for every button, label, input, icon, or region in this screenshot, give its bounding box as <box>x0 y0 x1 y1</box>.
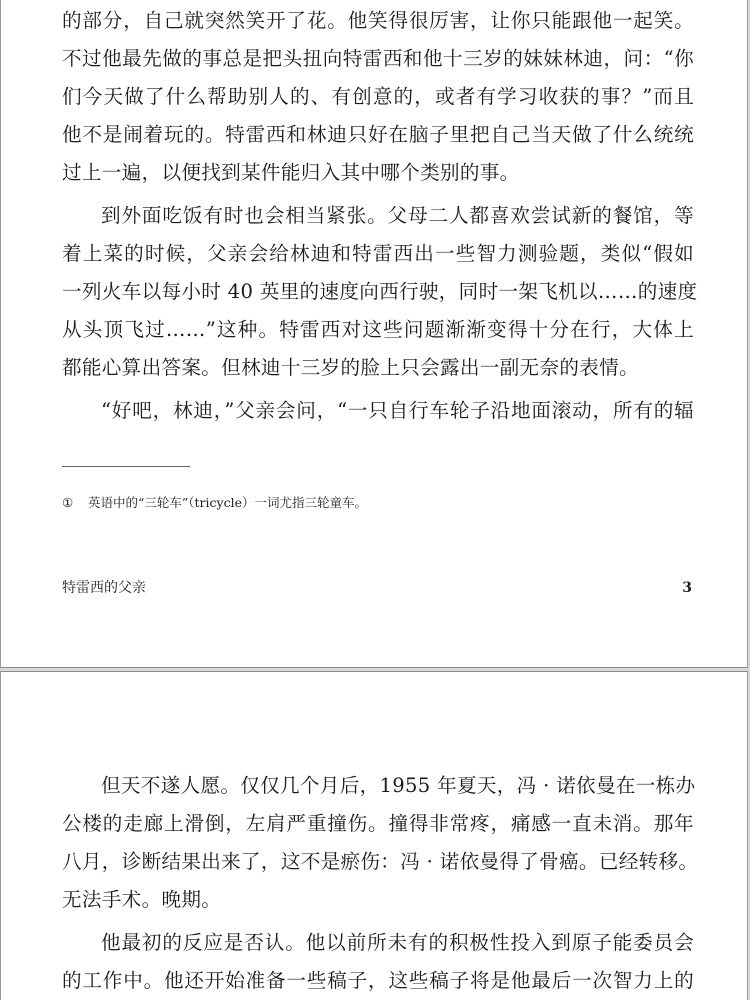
text-line: 一列火车以每小时 40 英里的速度向西行驶，同时一架飞机以……的速度 <box>62 280 698 303</box>
paragraph-first-line: 他最初的反应是否认。他以前所未有的积极性投入到原子能委员会 <box>101 931 694 954</box>
text-line: 都能心算出答案。但林迪十三岁的脸上只会露出一副无奈的表情。 <box>62 356 639 379</box>
text-line: 过上一遍，以便找到某件能归入其中哪个类别的事。 <box>62 161 520 184</box>
text-line: 的部分，自己就突然笑开了花。他笑得很厉害，让你只能跟他一起笑。 <box>62 9 694 32</box>
text-line: 无法手术。晚期。 <box>62 888 222 911</box>
text-line: 们今天做了什么帮助别人的、有创意的，或者有学习收获的事？”而且 <box>62 85 694 108</box>
text-line: 着上菜的时候，父亲会给林迪和特雷西出一些智力测验题，类似“假如 <box>62 242 694 265</box>
paragraph-first-line: 但天不遂人愿。仅仅几个月后，1955 年夏天，冯 · 诺依曼在一栋办 <box>101 774 696 797</box>
page-number: 3 <box>682 580 692 596</box>
paragraph-first-line: 到外面吃饭有时也会相当紧张。父母二人都喜欢尝试新的餐馆，等 <box>101 204 694 227</box>
text-line: 从头顶飞过……”这种。特雷西对这些问题渐渐变得十分在行，大体上 <box>62 318 694 341</box>
text-line: 他不是闹着玩的。特雷西和林迪只好在脑子里把自己当天做了什么统统 <box>62 123 694 146</box>
book-page-lower <box>0 671 748 1000</box>
text-line: 不过他最先做的事总是把头扭向特雷西和他十三岁的妹妹林迪，问：“你 <box>62 47 694 70</box>
text-line: 的工作中。他还开始准备一些稿子，这些稿子将是他最后一次智力上的 <box>62 969 694 992</box>
paragraph-first-line: “好吧，林迪，”父亲会问，“一只自行车轮子沿地面滚动，所有的辐 <box>101 399 694 422</box>
running-title: 特雷西的父亲 <box>62 580 146 596</box>
footnote-text: 英语中的“三轮车”（tricycle）一词尤指三轮童车。 <box>88 495 367 510</box>
footnote <box>62 494 367 512</box>
text-line: 八月，诊断结果出来了，这不是瘀伤：冯 · 诺依曼得了骨癌。已经转移。 <box>62 850 699 873</box>
text-line: 公楼的走廊上滑倒，左肩严重撞伤。撞得非常疼，痛感一直未消。那年 <box>62 812 694 835</box>
footnote-mark: ① <box>62 495 74 510</box>
footnote-divider <box>62 466 190 467</box>
